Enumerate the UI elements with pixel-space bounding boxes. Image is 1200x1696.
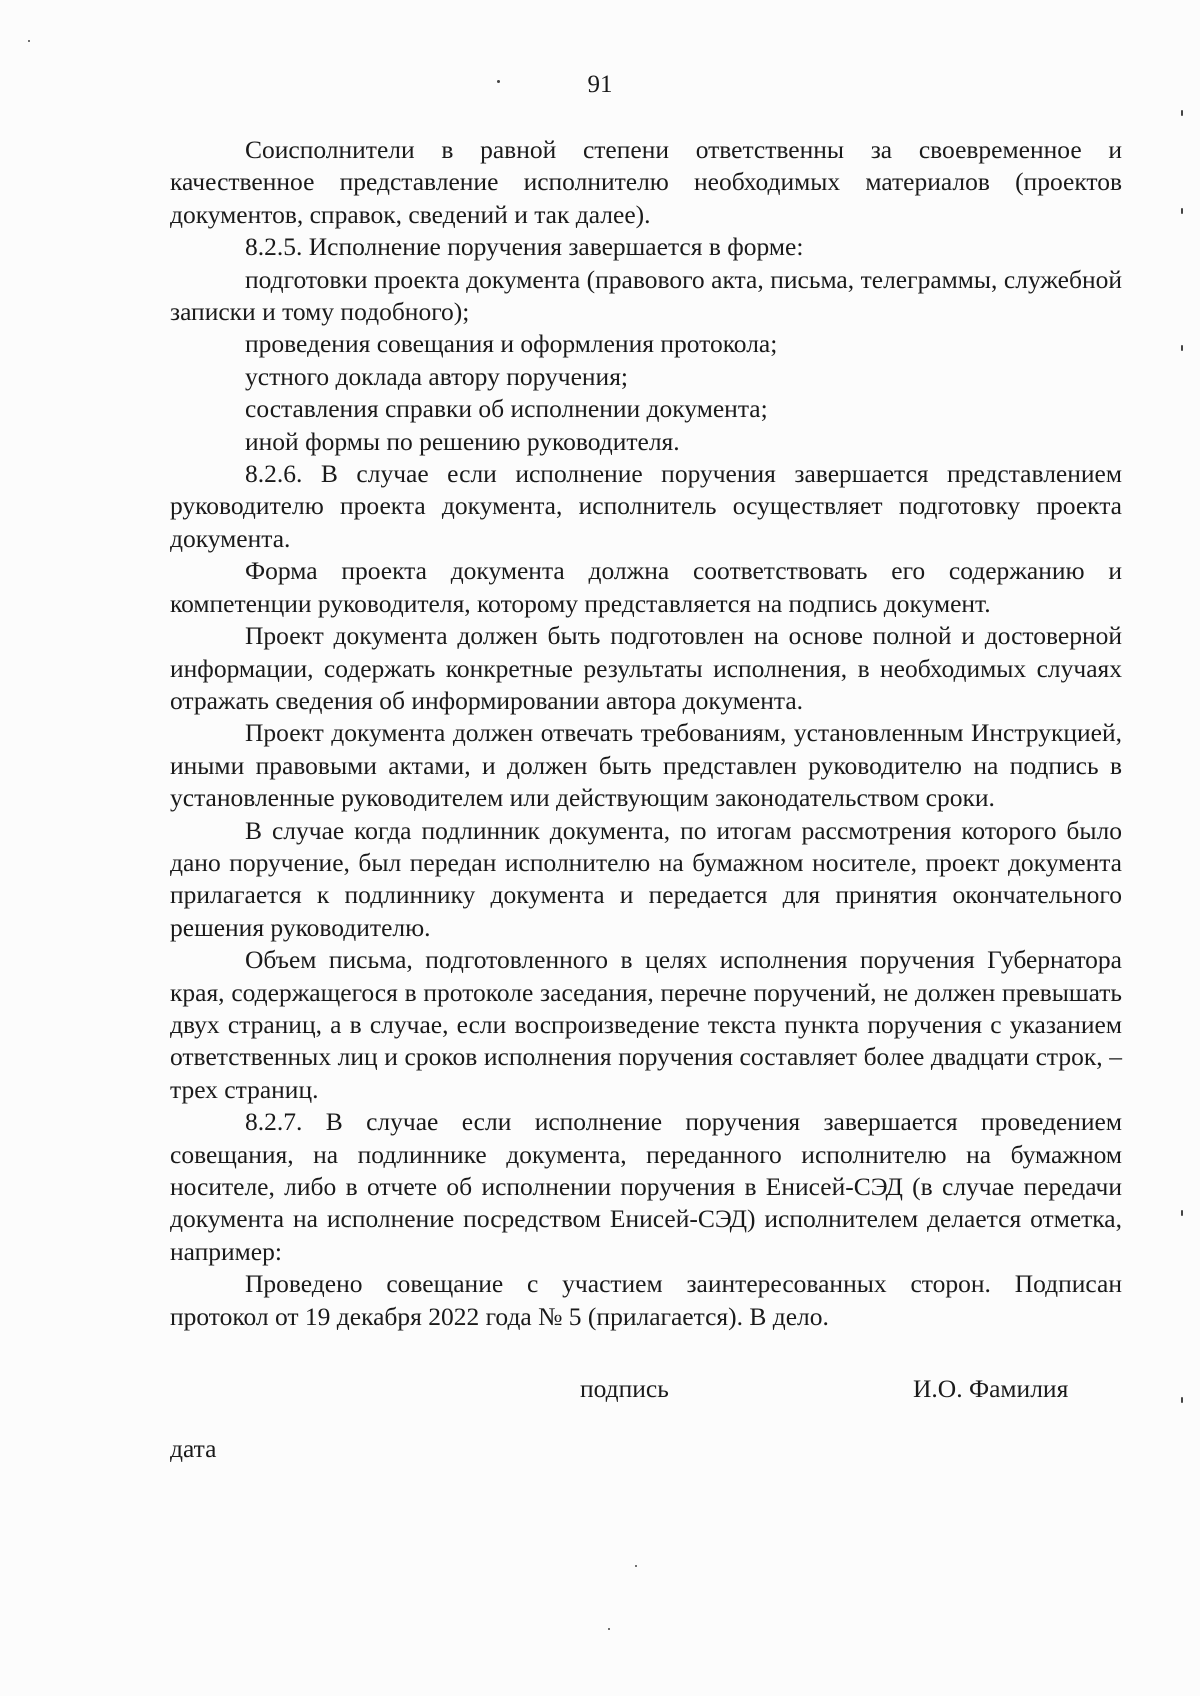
list-item-meeting: проведения совещания и оформления протокола; <box>245 329 778 359</box>
scan-speck <box>1181 1210 1183 1216</box>
scan-speck <box>1181 1397 1183 1403</box>
date-label: дата <box>170 1434 217 1463</box>
paragraph-draft-basis: Проект документа должен быть подготовлен на основе полной и достоверной информации, содержать конкретные результаты исполнения, в необходимых случаях отражать сведения об информировании автора документа. <box>170 621 1122 715</box>
list-item-other-form: иной формы по решению руководителя. <box>245 426 680 456</box>
list-item-draft: подготовки проекта документа (правового акта, письма, телеграммы, служебной записки и тому подобного); <box>170 264 1122 327</box>
paragraph-draft-form: Форма проекта документа должна соответствовать его содержанию и компетенции руководителя, которому представляется на подпись документ. <box>170 556 1122 618</box>
paragraph-draft-requirements: Проект документа должен отвечать требованиям, установленным Инструкцией, иными правовыми актами, и должен быть представлен руководителю на подпись в установленные руководителем или действующим законодательством сроки. <box>170 718 1122 813</box>
signature-row <box>170 1373 1122 1407</box>
page-number: 91 <box>587 71 613 98</box>
scan-speck <box>497 80 500 83</box>
scan-speck <box>1181 345 1183 351</box>
scan-speck <box>1181 110 1183 116</box>
signatory-name: И.О. Фамилия <box>913 1374 1069 1403</box>
paragraph-original-paper: В случае когда подлинник документа, по итогам рассмотрения которого было дано поручение, был передан исполнителю на бумажном носителе, проект документа прилагается к подлиннику документа и передается для принятия окончательного решения руководителю. <box>170 815 1122 942</box>
paragraph-8-2-6: 8.2.6. В случае если исполнение поручения завершается представлением руководителю проекта документа, исполнитель осуществляет подготовку проекта документа. <box>170 459 1122 553</box>
list-item-oral-report: устного доклада автору поручения; <box>245 361 629 391</box>
paragraph-8-2-7: 8.2.7. В случае если исполнение поручения завершается проведением совещания, на подлиннике документа, переданного исполнителю на бумажном носителе, либо в отчете об исполнении поручения в Енисей-СЭД (в случае передачи документа на исполнение посредством Енисей-СЭД) исполнителем делается отметка, например: <box>170 1107 1122 1266</box>
scan-speck <box>635 1565 637 1567</box>
scan-speck <box>28 40 30 42</box>
paragraph-sample-note: Проведено совещание с участием заинтересованных сторон. Подписан протокол от 19 декабря 2022 года № 5 (прилагается). В дело. <box>170 1269 1122 1331</box>
signature-label: подпись <box>580 1374 669 1403</box>
scan-speck <box>608 1628 610 1630</box>
list-item-certificate: составления справки об исполнении документа; <box>245 394 768 424</box>
paragraph-8-2-5: 8.2.5. Исполнение поручения завершается в форме: <box>245 232 804 262</box>
document-body <box>170 134 1122 1463</box>
scan-speck <box>1181 208 1183 214</box>
paragraph-letter-volume: Объем письма, подготовленного в целях исполнения поручения Губернатора края, содержащегося в протоколе заседания, перечне поручений, не должен превышать двух страниц, а в случае, если воспроизведение текста пункта поручения с указанием ответственных лиц и сроков исполнения поручения составляет более двадцати строк, – трех страниц. <box>170 945 1122 1104</box>
paragraph-coexecutors: Соисполнители в равной степени ответственны за своевременное и качественное представление исполнителю необходимых материалов (проектов документов, справок, сведений и так далее). <box>170 135 1122 229</box>
